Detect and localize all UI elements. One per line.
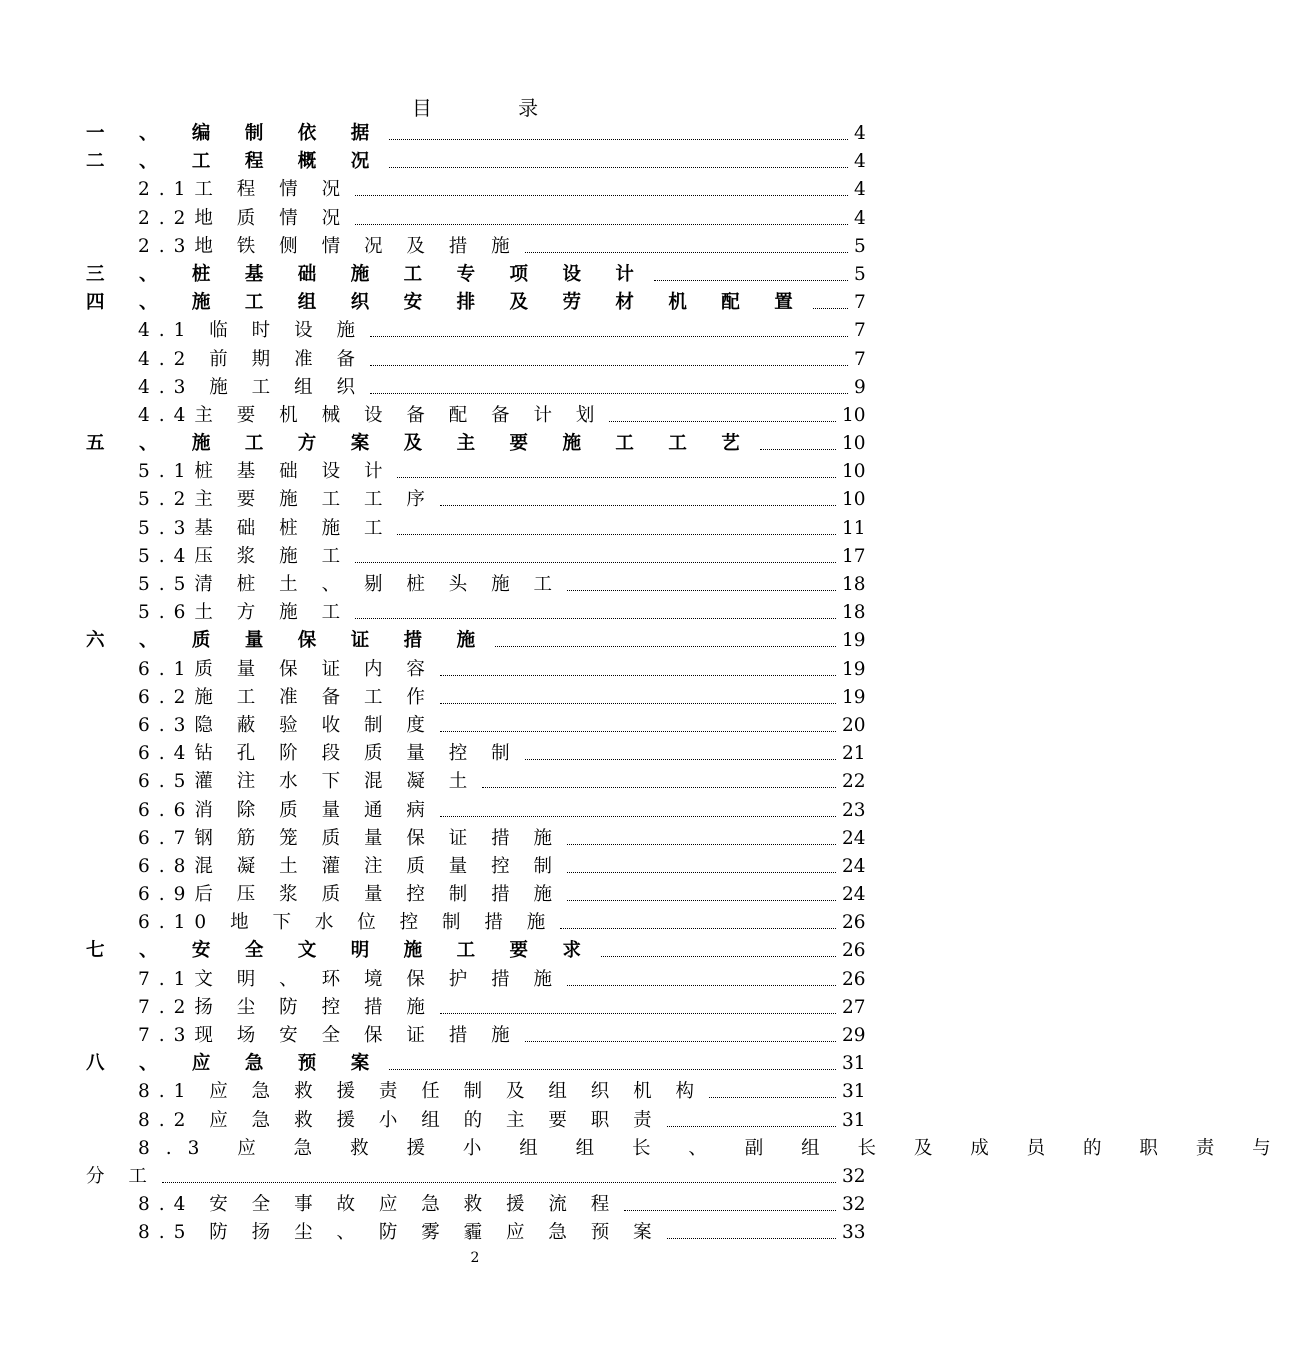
toc-entry[interactable] bbox=[86, 656, 866, 684]
toc-entry-label: 8.4 安 全 事 故 应 急 救 援 流 程 bbox=[138, 1191, 624, 1219]
toc-entry[interactable] bbox=[86, 233, 866, 261]
toc-entry-label: 4.2 前 期 准 备 bbox=[138, 346, 370, 374]
toc-entry-label: 4.3 施 工 组 织 bbox=[138, 374, 370, 402]
toc-entry-label: 8.1 应 急 救 援 责 任 制 及 组 织 机 构 bbox=[138, 1078, 709, 1106]
toc-entry-page: 22 bbox=[838, 768, 866, 796]
toc-entry-label: 6.8混 凝 土 灌 注 质 量 控 制 bbox=[138, 853, 567, 881]
toc-leader-dots bbox=[482, 787, 836, 788]
toc-entry-page: 26 bbox=[838, 966, 866, 994]
toc-entry-page: 24 bbox=[838, 853, 866, 881]
toc-entry-label: 6.10 地 下 水 位 控 制 措 施 bbox=[138, 909, 560, 937]
toc-entry-label: 7.1文 明 、 环 境 保 护 措 施 bbox=[138, 966, 567, 994]
toc-leader-dots bbox=[654, 280, 848, 281]
toc-entry[interactable] bbox=[86, 712, 866, 740]
toc-entry[interactable] bbox=[86, 966, 866, 994]
toc-entry-label: 四 、 施 工 组 织 安 排 及 劳 材 机 配 置 bbox=[86, 289, 813, 317]
toc-entry-page: 9 bbox=[850, 374, 866, 402]
table-of-contents bbox=[86, 120, 1287, 1248]
toc-entry-page: 32 bbox=[838, 1191, 866, 1219]
toc-entry-page: 19 bbox=[838, 684, 866, 712]
toc-title: 目 录 bbox=[411, 96, 579, 120]
toc-entry-label: 6.7钢 筋 笼 质 量 保 证 措 施 bbox=[138, 825, 567, 853]
toc-entry-page: 11 bbox=[838, 515, 866, 543]
toc-entry[interactable] bbox=[86, 881, 866, 909]
toc-entry-label: 八 、 应 急 预 案 bbox=[86, 1050, 389, 1078]
toc-leader-dots bbox=[495, 646, 836, 647]
toc-entry[interactable] bbox=[86, 120, 866, 148]
toc-entry[interactable] bbox=[86, 205, 866, 233]
toc-entry-label: 4.1 临 时 设 施 bbox=[138, 317, 370, 345]
toc-leader-dots bbox=[162, 1182, 836, 1183]
toc-entry-page: 4 bbox=[850, 176, 866, 204]
toc-leader-dots bbox=[397, 534, 836, 535]
toc-entry-label: 2.1工 程 情 况 bbox=[138, 176, 355, 204]
toc-entry[interactable] bbox=[86, 825, 866, 853]
toc-entry-label: 5.1桩 基 础 设 计 bbox=[138, 458, 397, 486]
toc-entry-label: 2.2地 质 情 况 bbox=[138, 205, 355, 233]
toc-entry[interactable] bbox=[86, 937, 866, 965]
toc-leader-dots bbox=[709, 1097, 836, 1098]
toc-entry-page: 17 bbox=[838, 543, 866, 571]
toc-entry-label: 六 、 质 量 保 证 措 施 bbox=[86, 627, 495, 655]
toc-entry[interactable] bbox=[86, 797, 866, 825]
toc-leader-dots bbox=[567, 900, 836, 901]
toc-leader-dots bbox=[609, 421, 836, 422]
toc-entry-label: 5.2主 要 施 工 工 序 bbox=[138, 486, 440, 514]
toc-entry-page: 10 bbox=[838, 402, 866, 430]
toc-entry[interactable] bbox=[86, 374, 866, 402]
toc-entry-page: 33 bbox=[838, 1219, 866, 1247]
toc-entry-page: 23 bbox=[838, 797, 866, 825]
toc-leader-dots bbox=[567, 872, 836, 873]
toc-leader-dots bbox=[560, 928, 836, 929]
toc-leader-dots bbox=[624, 1210, 836, 1211]
toc-entry[interactable] bbox=[86, 1191, 866, 1219]
toc-entry-page: 27 bbox=[838, 994, 866, 1022]
toc-entry-label: 三 、 桩 基 础 施 工 专 项 设 计 bbox=[86, 261, 654, 289]
toc-entry-page: 18 bbox=[838, 571, 866, 599]
toc-entry-label: 5.5清 桩 土 、 剔 桩 头 施 工 bbox=[138, 571, 567, 599]
toc-entry-label: 分 工 bbox=[86, 1163, 162, 1191]
toc-entry[interactable] bbox=[86, 289, 866, 317]
toc-entry-page: 19 bbox=[838, 656, 866, 684]
toc-entry[interactable] bbox=[86, 430, 866, 458]
toc-entry[interactable] bbox=[86, 458, 866, 486]
toc-entry-page: 32 bbox=[838, 1163, 866, 1191]
toc-entry[interactable] bbox=[86, 1219, 866, 1247]
toc-entry-page: 10 bbox=[838, 486, 866, 514]
toc-entry[interactable] bbox=[86, 1050, 866, 1078]
toc-leader-dots bbox=[355, 618, 836, 619]
toc-entry-page: 29 bbox=[838, 1022, 866, 1050]
toc-entry-label: 二 、 工 程 概 况 bbox=[86, 148, 389, 176]
toc-leader-dots bbox=[440, 675, 836, 676]
toc-entry-label: 6.1质 量 保 证 内 容 bbox=[138, 656, 440, 684]
toc-entry-page: 24 bbox=[838, 825, 866, 853]
toc-leader-dots bbox=[440, 731, 836, 732]
toc-leader-dots bbox=[397, 477, 836, 478]
toc-leader-dots bbox=[525, 252, 848, 253]
toc-entry-page: 4 bbox=[850, 120, 866, 148]
toc-entry[interactable] bbox=[86, 1163, 866, 1191]
toc-leader-dots bbox=[667, 1238, 836, 1239]
toc-leader-dots bbox=[440, 816, 836, 817]
toc-leader-dots bbox=[567, 985, 836, 986]
toc-leader-dots bbox=[813, 308, 848, 309]
toc-leader-dots bbox=[567, 590, 836, 591]
toc-entry-page: 7 bbox=[850, 317, 866, 345]
toc-leader-dots bbox=[355, 562, 836, 563]
toc-entry-page: 19 bbox=[838, 627, 866, 655]
toc-leader-dots bbox=[370, 336, 848, 337]
page-number: 2 bbox=[470, 1250, 480, 1266]
toc-entry-label: 5.3基 础 桩 施 工 bbox=[138, 515, 397, 543]
toc-entry-label: 6.9后 压 浆 质 量 控 制 措 施 bbox=[138, 881, 567, 909]
toc-entry[interactable] bbox=[86, 543, 866, 571]
toc-entry-page: 31 bbox=[838, 1050, 866, 1078]
toc-entry-page: 7 bbox=[850, 289, 866, 317]
toc-entry[interactable] bbox=[86, 402, 866, 430]
toc-leader-dots bbox=[525, 759, 836, 760]
toc-entry-page: 5 bbox=[850, 261, 866, 289]
toc-entry-label: 一 、 编 制 依 据 bbox=[86, 120, 389, 148]
toc-entry[interactable] bbox=[86, 853, 866, 881]
toc-entry-label: 5.4压 浆 施 工 bbox=[138, 543, 355, 571]
toc-entry[interactable] bbox=[86, 317, 866, 345]
toc-entry[interactable] bbox=[86, 486, 866, 514]
toc-leader-dots bbox=[667, 1126, 836, 1127]
toc-entry-page: 31 bbox=[838, 1107, 866, 1135]
toc-entry-page: 5 bbox=[850, 233, 866, 261]
toc-leader-dots bbox=[440, 703, 836, 704]
toc-entry[interactable] bbox=[86, 571, 866, 599]
toc-entry[interactable] bbox=[86, 599, 866, 627]
toc-entry-page: 20 bbox=[838, 712, 866, 740]
toc-entry[interactable] bbox=[86, 1107, 866, 1135]
toc-entry[interactable] bbox=[86, 627, 866, 655]
toc-leader-dots bbox=[370, 393, 848, 394]
toc-entry-label: 2.3地 铁 侧 情 况 及 措 施 bbox=[138, 233, 525, 261]
toc-leader-dots bbox=[601, 956, 836, 957]
toc-entry-label: 7.2扬 尘 防 控 措 施 bbox=[138, 994, 440, 1022]
toc-entry-page: 24 bbox=[838, 881, 866, 909]
toc-leader-dots bbox=[389, 167, 848, 168]
toc-entry[interactable] bbox=[86, 1135, 1287, 1163]
toc-entry[interactable] bbox=[86, 261, 866, 289]
toc-entry-page: 4 bbox=[850, 205, 866, 233]
toc-entry-page: 7 bbox=[850, 346, 866, 374]
toc-entry-label: 6.2施 工 准 备 工 作 bbox=[138, 684, 440, 712]
toc-leader-dots bbox=[355, 195, 848, 196]
toc-leader-dots bbox=[389, 1069, 836, 1070]
toc-entry-page: 10 bbox=[838, 458, 866, 486]
toc-leader-dots bbox=[440, 1013, 836, 1014]
toc-entry[interactable] bbox=[86, 1078, 866, 1106]
toc-entry-page: 26 bbox=[838, 909, 866, 937]
toc-entry[interactable] bbox=[86, 346, 866, 374]
toc-leader-dots bbox=[567, 844, 836, 845]
toc-entry-page: 4 bbox=[850, 148, 866, 176]
toc-entry[interactable] bbox=[86, 768, 866, 796]
toc-leader-dots bbox=[355, 224, 848, 225]
toc-entry[interactable] bbox=[86, 740, 866, 768]
toc-leader-dots bbox=[440, 505, 836, 506]
toc-entry-label: 8.2 应 急 救 援 小 组 的 主 要 职 责 bbox=[138, 1107, 667, 1135]
toc-entry-label: 8.5 防 扬 尘 、 防 雾 霾 应 急 预 案 bbox=[138, 1219, 667, 1247]
toc-entry-label: 6.6消 除 质 量 通 病 bbox=[138, 797, 440, 825]
toc-entry-page: 21 bbox=[838, 740, 866, 768]
toc-entry-page: 18 bbox=[838, 599, 866, 627]
toc-entry-label: 五 、 施 工 方 案 及 主 要 施 工 工 艺 bbox=[86, 430, 760, 458]
toc-entry-label: 6.4钻 孔 阶 段 质 量 控 制 bbox=[138, 740, 525, 768]
toc-entry[interactable] bbox=[86, 1022, 866, 1050]
toc-entry[interactable] bbox=[86, 515, 866, 543]
toc-leader-dots bbox=[370, 365, 848, 366]
toc-entry[interactable] bbox=[86, 684, 866, 712]
toc-leader-dots bbox=[389, 139, 848, 140]
toc-entry-page: 26 bbox=[838, 937, 866, 965]
toc-entry-label: 6.3隐 蔽 验 收 制 度 bbox=[138, 712, 440, 740]
toc-entry-label: 七 、 安 全 文 明 施 工 要 求 bbox=[86, 937, 601, 965]
toc-entry[interactable] bbox=[86, 909, 866, 937]
toc-entry-label: 6.5灌 注 水 下 混 凝 土 bbox=[138, 768, 482, 796]
toc-entry-page: 31 bbox=[838, 1078, 866, 1106]
toc-leader-dots bbox=[760, 449, 836, 450]
toc-entry-label: 4.4主 要 机 械 设 备 配 备 计 划 bbox=[138, 402, 609, 430]
toc-entry-page: 10 bbox=[838, 430, 866, 458]
toc-entry[interactable] bbox=[86, 148, 866, 176]
toc-leader-dots bbox=[525, 1041, 836, 1042]
toc-entry-label: 5.6土 方 施 工 bbox=[138, 599, 355, 627]
toc-entry-label: 7.3现 场 安 全 保 证 措 施 bbox=[138, 1022, 525, 1050]
toc-entry[interactable] bbox=[86, 994, 866, 1022]
toc-entry[interactable] bbox=[86, 176, 866, 204]
toc-entry-label: 8.3 应 急 救 援 小 组 组 长 、 副 组 长 及 成 员 的 职 责 与 bbox=[138, 1135, 1293, 1163]
